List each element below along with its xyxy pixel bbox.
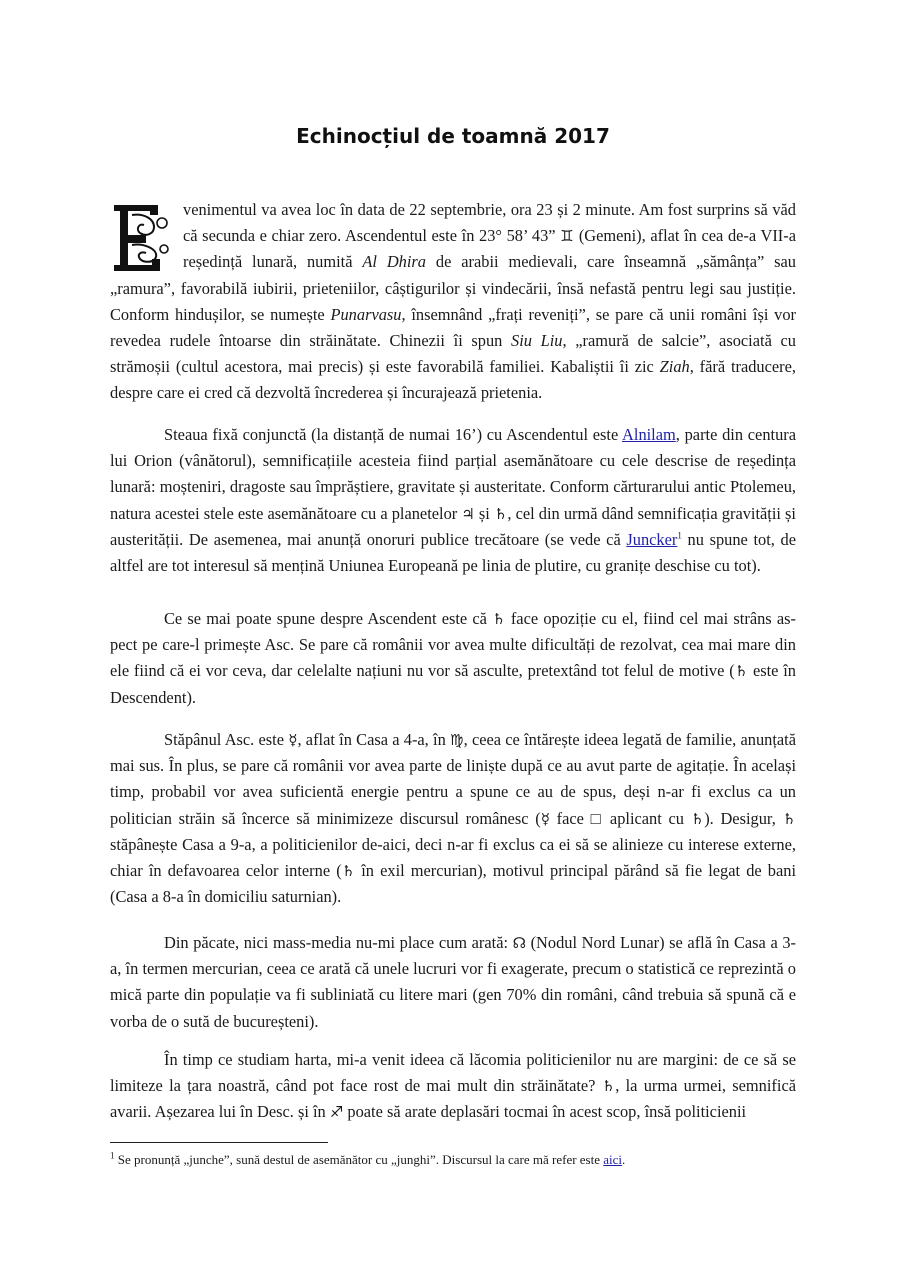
page-title: Echinocțiul de toamnă 2017 bbox=[296, 124, 610, 149]
saturn-icon: ♄ bbox=[782, 809, 796, 828]
mercury-icon: ☿ bbox=[540, 809, 550, 828]
saturn-icon: ♄ bbox=[492, 610, 506, 628]
saturn-icon: ♄ bbox=[601, 1077, 616, 1096]
gemini-icon: ♊ bbox=[560, 227, 575, 246]
footnote-ref[interactable]: 1 bbox=[677, 530, 682, 541]
jupiter-icon: ♃ bbox=[461, 504, 475, 523]
footnote-divider bbox=[110, 1142, 328, 1143]
aici-link[interactable]: aici bbox=[603, 1152, 623, 1167]
mercury-icon: ☿ bbox=[288, 731, 298, 749]
saturn-icon: ♄ bbox=[690, 809, 705, 828]
svg-text:E: E bbox=[110, 201, 111, 202]
saturn-icon: ♄ bbox=[341, 862, 356, 881]
paragraph-6: În timp ce studiam harta, mi-a venit ideea că lăcomia politicienilor nu are margini: de ce să se limiteze la țara noastră, când pot face rost de mai mult din străinătate? ♄, la urma urmei, semnifică avarii. Așezarea lui în Desc. și în ♐ poate să arate deplasări tocmai în acest scop, însă politicienii bbox=[110, 1050, 796, 1122]
paragraph-4: Stăpânul Asc. este ☿, aflat în Casa a 4-a, în ♍, ceea ce întărește ideea legată de familie, anunțată mai sus. În plus, se pare că românii vor avea parte de liniște după ce au avut parte de agitație. În același timp, probabil vor avea suficientă energie pentru a spune ce au de spus, deși n-ar fi exclus ca un politician străin să încerce să minimizeze discursul românesc (☿ face □ aplicant cu ♄). Desigur, ♄ stăpânește Casa a 9-a, a politicienilor de-aici, deci n-ar fi exclus ca ei să se alinieze cu interese externe, chiar în defavoarea celor interne (♄ în exil mercurian), motivul principal părând să fie legat de bani (Casa a 8-a în domiciliu saturnian). bbox=[110, 730, 796, 907]
paragraph-3: Ce se mai poate spune despre Ascendent este că ♄ face opoziție cu el, fiind cel mai strâns aspect pe care-l primește Asc. Se pare că românii vor avea multe dificultăți de rezolvat, cea mai mare din ele fiind că ei vor ceva, dar celelalte națiuni nu vor să asculte, pretextând tot felul de motive (♄ este în Descendent). bbox=[110, 609, 797, 707]
ornamental-dropcap-e bbox=[110, 201, 174, 275]
saturn-icon: ♄ bbox=[734, 662, 749, 681]
paragraph-5: Din păcate, nici mass-media nu-mi place cum arată: ☊ (Nodul Nord Lunar) se află în Casa a 3-a, în termen mercurian, ceea ce arată că unele lucruri vor fi exagerate, precum o statistică ce reprezintă o mică parte din populație va fi subliniată cu litere mari (gen 70% din români, când trebuia să spună că e vorba de o sută de bucureșteni). bbox=[110, 933, 796, 1031]
saturn-icon: ♄ bbox=[493, 504, 508, 523]
juncker-link[interactable]: Juncker bbox=[626, 529, 678, 549]
paragraph-1: E venimentul va avea loc în data de 22 septembrie, ora 23 și 2 minute. Am fost surprins să văd că secunda e chiar zero. Ascendentul este în 23° 58’ 43” ♊ (Gemeni), aflat în cea de-a VII-a reședință lunară, numită Al Dhira de arabii medievali, care înseamnă „sămânța” sau „ramura”, favorabilă iubirii, prieteniilor, câștigurilor și vindecării, însă nefastă pentru legi sau justiție. Conform hindușilor, se numește Punarvasu, însemnând „frați reveniți”, se pare că unii români își vor revedea rudele întoarse din străinătate. Chinezii îi spun Siu Liu, „ramură de salcie”, asociată cu strămoșii (cultul acestora, mai precis) și este favorabilă familiei. Kabaliștii îi zic Ziah, fără traducere, despre care ei cred că dezvoltă încrederea și încurajează prietenia. bbox=[110, 200, 796, 403]
paragraph-2: Steaua fixă conjunctă (la distanță de numai 16’) cu Ascendentul este Alnilam, parte din centura lui Orion (vânătorul), semnificațiile acesteia fiind parțial asemănătoare cu cele descrise de reședința lunară: moșteniri, dragoste sau împrăștiere, gravitate și austeritate. Conform cărturarului antic Ptolemeu, natura acestei stele este asemănătoare cu a planetelor ♃ și ♄, cel din urmă dând semnificația gravității și austerității. De asemenea, mai anunță onoruri publice trecătoare (se vede că Juncker$^1$ nu spune tot, de altfel are tot interesul să mențină Uniunea Europeană pe linia de plutire, cu granițe deschise cu tot). bbox=[110, 425, 796, 576]
virgo-icon: ♍ bbox=[450, 731, 464, 749]
footnote: $^1$ Se pronunță „junche”, sună destul de asemănător cu „junghi”. Discursul la care mă refer este aici. bbox=[110, 1150, 626, 1167]
north-node-icon: ☊ bbox=[512, 934, 526, 952]
alnilam-link[interactable]: Alnilam bbox=[622, 425, 676, 444]
sagittarius-icon: ♐ bbox=[329, 1103, 344, 1122]
document-page bbox=[110, 0, 796, 1280]
